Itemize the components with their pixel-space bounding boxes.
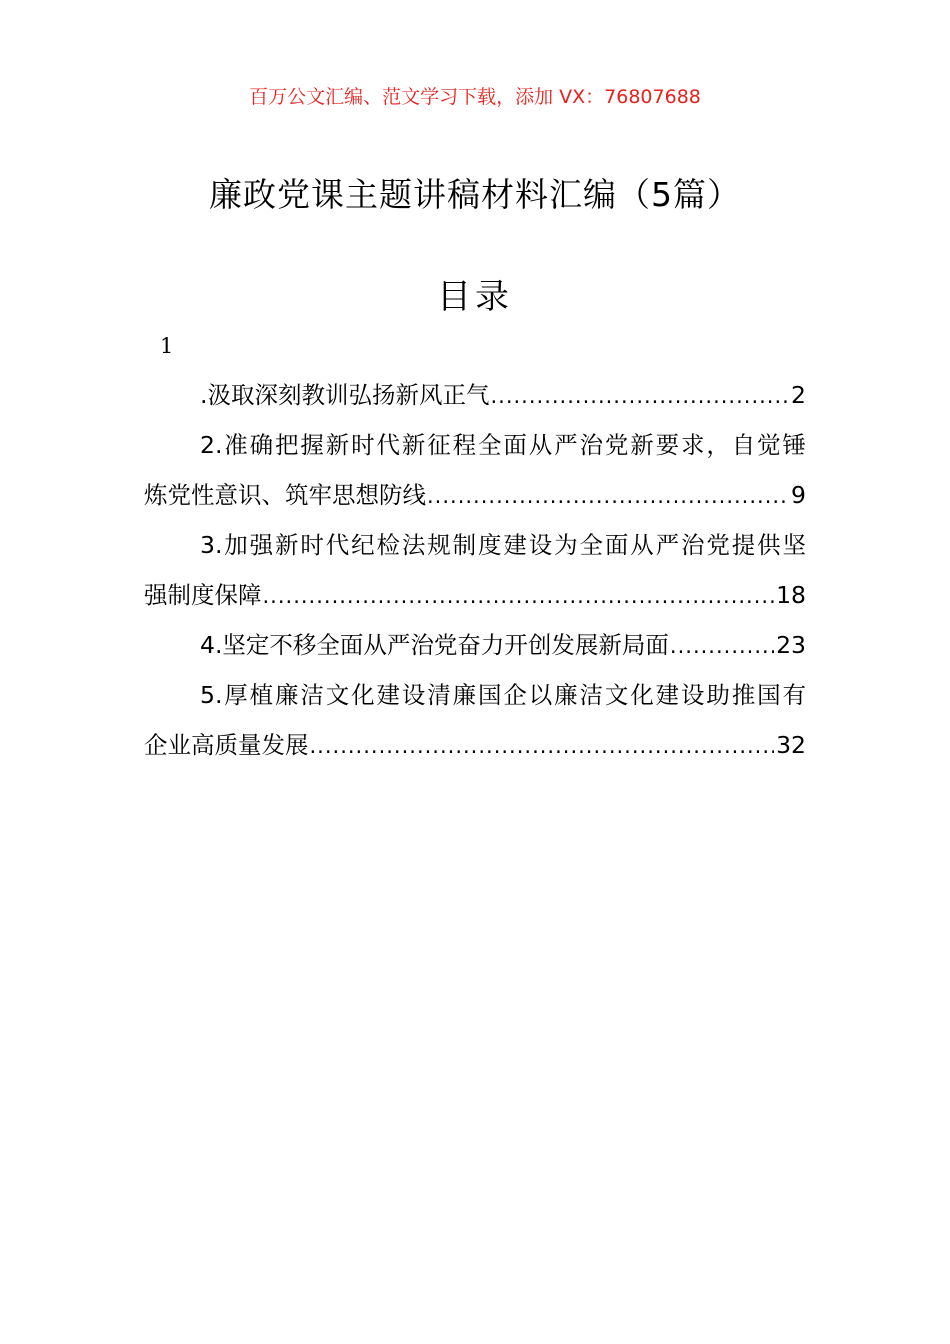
toc-entry-title-line2: 强制度保障 (144, 581, 262, 609)
toc-heading: 目录 (437, 277, 513, 317)
dot-leader (490, 371, 789, 421)
toc-entry-title-line2: 企业高质量发展 (144, 731, 309, 759)
dot-leader (310, 721, 775, 771)
toc-entry-page: 23 (776, 631, 806, 659)
dot-leader (427, 471, 789, 521)
toc-entry-title-line1: 5.厚植廉洁文化建设清廉国企以廉洁文化建设助推国有 (200, 681, 806, 709)
toc-entry-2[interactable] (144, 420, 806, 520)
toc-entry-5[interactable] (144, 670, 806, 770)
toc-entry-3[interactable] (144, 520, 806, 620)
header-download-note: 百万公文汇编、范文学习下载，添加 VX：76807688 (249, 86, 701, 108)
table-of-contents (144, 370, 806, 770)
toc-entry-title: 4.坚定不移全面从严治党奋力开创发展新局面 (200, 631, 669, 659)
toc-entry-page: 2 (791, 381, 806, 409)
toc-entry-1[interactable] (144, 370, 806, 420)
toc-entry-page: 18 (776, 581, 806, 609)
toc-entry-page: 32 (776, 731, 806, 759)
dot-leader (263, 571, 775, 621)
toc-entry-title-line1: 2.准确把握新时代新征程全面从严治党新要求，自觉锤 (200, 431, 806, 459)
toc-entry-4[interactable] (144, 620, 806, 670)
document-title: 廉政党课主题讲稿材料汇编（5篇） (209, 175, 741, 214)
toc-entry-title-line2: 炼党性意识、筑牢思想防线 (144, 481, 426, 509)
stray-number: 1 (160, 334, 174, 358)
dot-leader (670, 621, 774, 671)
toc-entry-page: 9 (791, 481, 806, 509)
toc-entry-title: .汲取深刻教训弘扬新风正气 (200, 381, 490, 409)
toc-entry-title-line1: 3.加强新时代纪检法规制度建设为全面从严治党提供坚 (200, 531, 806, 559)
